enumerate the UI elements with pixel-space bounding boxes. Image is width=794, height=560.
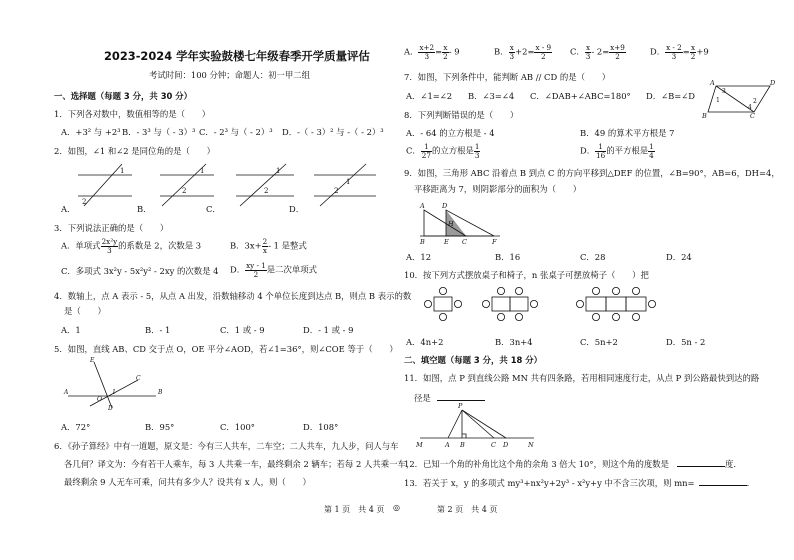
q9-label-a: A [420, 202, 425, 210]
q2-c-label-1: 1 [276, 167, 281, 175]
q6-a-num2: x [443, 43, 448, 52]
q6-a-tail: - 9 [448, 46, 460, 57]
q9-label-h: H [448, 220, 454, 228]
question-11-line2 [414, 392, 485, 404]
q2-b-label-1: 1 [200, 167, 205, 175]
q8-c-den1: 27 [421, 150, 431, 160]
q8-d-num2: 1 [649, 142, 654, 151]
q1-option-a: A．+3² 与 +2³ [61, 127, 121, 137]
question-7-stem: 7．如图，下列条件中，能判断 AB // CD 的是（ ） [404, 72, 611, 82]
q9-option-a: A．12 [406, 252, 432, 262]
q13-tail: . [746, 478, 750, 488]
q13-answer-blank[interactable] [699, 477, 747, 486]
q6-b-den1: 3 [509, 51, 515, 61]
q8-option-a: A．- 64 的立方根是 - 4 [406, 128, 495, 138]
q4-option-a: A．1 [61, 325, 81, 335]
q6-option-b [494, 44, 552, 60]
q9-label-f: F [492, 238, 497, 246]
q10-option-a: A．4n+2 [406, 337, 444, 347]
q7-figure [702, 78, 778, 120]
q7-option-b: B．∠3=∠4 [468, 91, 515, 101]
q2-d-label-1: 1 [346, 178, 351, 186]
question-12 [404, 458, 736, 470]
q11-line2-text: 径是 [414, 393, 431, 403]
q7-option-d: D．∠B=∠D [646, 91, 696, 101]
q3-option-a [61, 238, 201, 254]
q3-b-prefix: B．3x+ [230, 240, 262, 251]
q6-b-num2: x - 9 [535, 43, 552, 52]
q3-d-suffix: 是二次单项式 [266, 264, 318, 275]
q9-label-c: C [462, 238, 467, 246]
q12-tail: 度. [724, 459, 736, 469]
q3-option-c: C．多项式 3x²y - 5x²y² - 2xy 的次数是 4 [61, 266, 219, 276]
question-2-stem: 2．如图，∠1 和∠2 是同位角的是（ ） [54, 146, 215, 156]
q5-label-c: C [136, 375, 141, 382]
q1-option-c: C．- 2³ 与（ - 2）³ [199, 127, 273, 137]
q7-option-a: A．∠1=∠2 [406, 91, 453, 101]
q11-label-a: A [445, 441, 450, 449]
q10-option-b: B．3n+4 [495, 337, 533, 347]
q8-d-letter: D． [580, 145, 596, 156]
exam-subtitle: 考试时间：100 分钟；命题人：初一甲二组 [149, 70, 311, 80]
question-6-line3: 最终剩余 9 人无车可乘，问共有多少人？设共有 x 人，则（ ） [64, 477, 311, 487]
q13-text: 13．若关于 x，y 的多项式 my³+nx²y+2y³ - x²y+y 中不含三次项，则 mn= [404, 478, 695, 488]
q11-label-m: M [416, 441, 423, 449]
q6-a-letter: A． [404, 46, 419, 57]
q8-c-den2: 3 [474, 150, 480, 160]
q6-a-eq: = [435, 46, 443, 57]
q8-d-middle: 的平方根是 [606, 145, 649, 156]
q7-label-b: B [702, 112, 707, 120]
q6-d-tail: +9 [696, 46, 709, 57]
q9-label-b: B [420, 238, 425, 246]
q3-b-suffix: - 1 是整式 [268, 240, 307, 251]
q6-option-d [650, 44, 709, 60]
q2-a-label-1: 1 [120, 167, 125, 175]
q3-option-b [230, 238, 307, 254]
q6-c-num2: x+9 [610, 43, 625, 52]
q3-d-numerator: xy - 1 [246, 261, 266, 270]
q8-d-den1: 16 [596, 150, 606, 160]
q8-c-num2: 1 [474, 142, 480, 151]
q6-a-den2: 2 [443, 51, 448, 61]
q3-d-prefix: D． [230, 264, 246, 275]
q6-c-den2: 2 [615, 51, 620, 61]
q3-b-numerator: 2 [262, 237, 268, 246]
page-title: 2023-2024 学年实验鼓楼七年级春季开学质量评估 [104, 49, 370, 63]
q2-c-label-2: 2 [264, 187, 269, 195]
q11-label-n: N [528, 441, 534, 449]
q11-answer-blank[interactable] [437, 392, 485, 401]
question-3-stem: 3．下列说法正确的是（ ） [54, 223, 169, 233]
q11-label-b: B [460, 441, 465, 449]
q7-angle-3: 3 [722, 88, 726, 95]
q6-option-c [570, 44, 626, 60]
q5-option-a: A．72° [61, 422, 91, 432]
q9-figure [420, 202, 512, 248]
q7-label-a: A [710, 79, 715, 87]
q8-d-den2: 4 [649, 150, 654, 160]
q10-table-arrangements [422, 285, 672, 327]
q8-option-b: B．49 的算术平方根是 7 [580, 128, 675, 138]
q9-label-e: E [444, 238, 449, 246]
q6-c-num1: x [586, 43, 591, 52]
q6-a-num1: x+2 [419, 43, 435, 52]
q6-d-eq: = [682, 46, 690, 57]
q8-c-num1: 1 [421, 143, 432, 152]
q6-a-den1: 3 [424, 51, 430, 61]
q10-option-d: D．5n - 2 [666, 337, 706, 347]
q9-option-b: B．16 [495, 252, 521, 262]
question-10-stem: 10．按下列方式摆放桌子和椅子，n 张桌子可摆放椅子（ ）把 [404, 270, 649, 280]
q4-option-c: C．1 或 - 9 [220, 325, 265, 335]
question-6-line1: 6．《孙子算经》中有一道题，原文是：今有三人共车，二车空；二人共车，九人步，问人与车 [54, 441, 399, 451]
q3-option-d [230, 262, 317, 278]
q3-d-fraction [245, 262, 267, 278]
q6-d-num2: x [691, 43, 696, 52]
q7-label-c: C [750, 112, 755, 120]
q11-label-d: D [503, 441, 509, 449]
q4-option-d: D．- 1 或 - 9 [303, 325, 354, 335]
q11-label-c: C [491, 441, 496, 449]
q3-a-prefix: A．单项式 [61, 240, 101, 251]
q6-b-den2: 2 [541, 51, 546, 61]
q4-option-b: B．- 1 [145, 325, 171, 335]
q11-figure [414, 404, 544, 450]
q2-a-label-2: 2 [82, 198, 87, 206]
q8-c-letter: C． [406, 145, 421, 156]
q12-text: 12．已知一个角的补角比这个角的余角 3 倍大 10°，则这个角的度数是 [404, 459, 669, 469]
q8-d-num1: 1 [595, 143, 606, 152]
q6-d-letter: D． [650, 46, 666, 57]
q10-option-c: C．5n+2 [580, 337, 618, 347]
q6-option-a [404, 44, 460, 60]
q6-d-den1: 3 [671, 51, 677, 61]
q6-c-letter: C． [570, 46, 585, 57]
q5-label-1: 1 [112, 389, 116, 396]
q1-option-b: B．- 3³ 与（ - 3）³ [122, 127, 196, 137]
question-4-stem-line2: 是（ ） [64, 306, 106, 316]
q6-d-num1: x - 2 [666, 43, 682, 52]
question-11-line1: 11．如图，点 P 到直线公路 MN 共有四条路，若用相同速度行走，从点 P 到公路最快到达的路 [404, 373, 760, 383]
footer-right-page-number: 第 2 页 共 4 页 [437, 505, 498, 514]
question-9-line2: 平移距离为 7，则阴影部分的面积为（ ） [414, 184, 582, 194]
question-8-stem: 8．下列判断错误的是（ ） [404, 110, 519, 120]
q3-a-suffix: 的系数是 2，次数是 3 [118, 240, 202, 251]
q6-b-eq: +2= [515, 46, 535, 57]
question-6-line2: 各几何？译文为：今有若干人乘车，每 3 人共乘一车，最终剩余 2 辆车；若每 2 人共乘一车， [64, 459, 415, 469]
q2-option-d: D． [289, 204, 305, 214]
q3-a-denominator: 3 [107, 245, 112, 255]
q3-a-fraction [101, 238, 119, 254]
q11-label-p: P [458, 402, 463, 410]
q7-label-d: D [770, 79, 776, 87]
q6-c-eq: - 2= [591, 46, 610, 57]
q3-d-denominator: 2 [253, 269, 259, 279]
q6-d-den2: 2 [690, 51, 696, 61]
q7-angle-2: 2 [753, 98, 757, 105]
q3-a-numerator: 2x²y [101, 237, 118, 246]
q5-label-a: A [64, 389, 69, 396]
q3-b-denominator: x [262, 245, 267, 255]
section-heading-choice: 一、选择题（每题 3 分，共 30 分） [54, 91, 193, 101]
q6-c-den1: 3 [585, 51, 591, 61]
q2-option-a: A． [61, 204, 76, 214]
q8-c-middle: 的立方根是 [431, 145, 474, 156]
q9-option-d: D．24 [666, 252, 692, 262]
q6-b-num1: x [509, 43, 514, 52]
q7-option-c: C．∠DAB+∠ABC=180° [530, 91, 631, 101]
footer-left-page-number: 第 1 页 共 4 页 [324, 505, 385, 514]
q2-d-label-2: 2 [334, 187, 339, 195]
q5-label-d: D [108, 405, 113, 412]
q5-label-e: E [90, 357, 95, 364]
q5-option-c: C．100° [220, 422, 255, 432]
question-4-stem-line1: 4．数轴上，点 A 表示 - 5，从点 A 出发，沿数轴移动 4 个单位长度到达点 B，则点 B 表示的数 [54, 291, 412, 301]
question-13 [404, 477, 749, 489]
q5-option-b: B．95° [145, 422, 175, 432]
question-1-stem: 1．下列各对数中，数值相等的是（ ） [54, 109, 211, 119]
q9-option-c: C．28 [580, 252, 606, 262]
q1-option-d: D．-（ - 3）² 与 -（ - 2）³ [282, 127, 384, 137]
q8-option-c [406, 143, 480, 159]
q2-option-b: B． [137, 204, 152, 214]
binding-hole-mark: ◎ [393, 503, 400, 512]
q5-option-d: D．108° [303, 422, 339, 432]
section-heading-fill: 二、填空题（每题 3 分，共 18 分） [404, 355, 543, 365]
q6-b-letter: B． [494, 46, 509, 57]
q2-b-label-2: 2 [182, 187, 187, 195]
question-9-line1: 9．如图，三角形 ABC 沿着点 B 到点 C 的方向平移到△DEF 的位置，∠B=90°，AB=6，DH=4， [404, 168, 780, 178]
q5-figure [64, 352, 174, 412]
q5-label-o: O [97, 396, 102, 403]
question-5-stem: 5．如图，直线 AB、CD 交于点 O，OE 平分∠AOD，若∠1=36°，则∠COE 等于（ ） [54, 344, 398, 354]
q2-option-c: C． [206, 204, 221, 214]
q9-label-d: D [442, 202, 448, 210]
q12-answer-blank[interactable] [677, 458, 725, 467]
q7-angle-1: 1 [716, 97, 720, 104]
q2-figures [64, 162, 384, 212]
q8-option-d [580, 143, 655, 159]
q7-angle-4: 4 [748, 104, 752, 111]
q5-label-b: B [158, 389, 163, 396]
